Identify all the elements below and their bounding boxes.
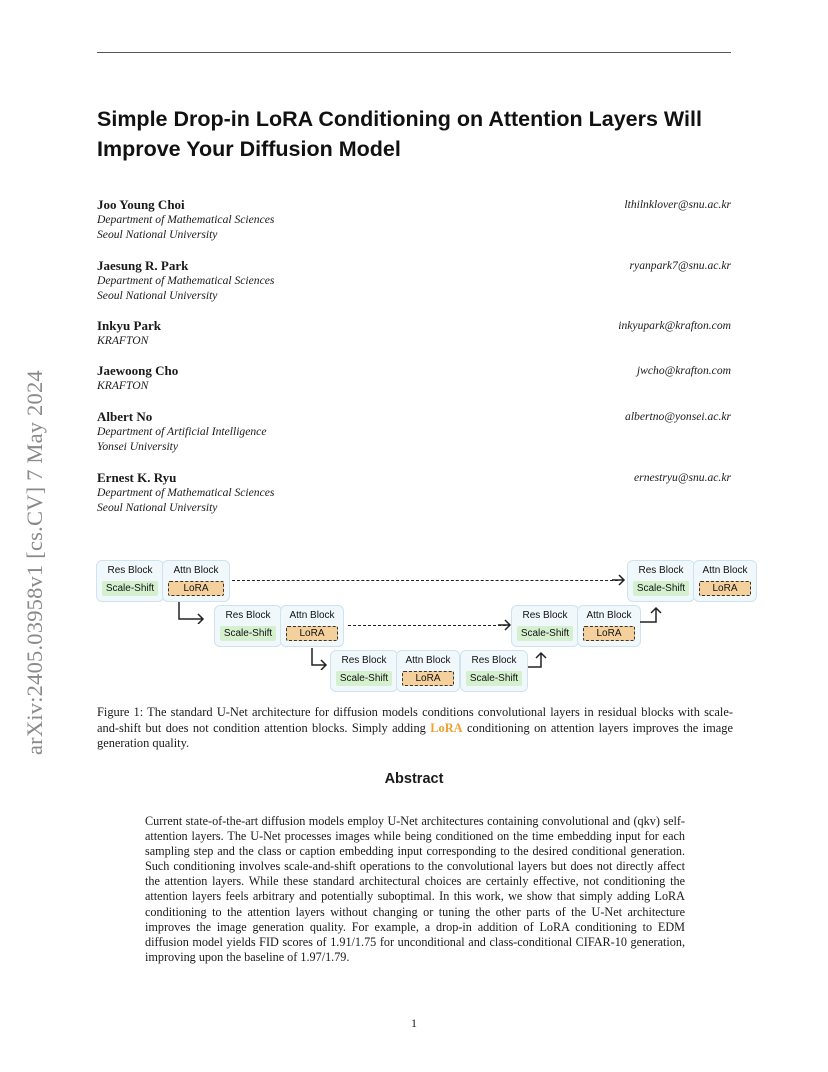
author-block bbox=[97, 409, 731, 454]
skip-connection bbox=[232, 580, 618, 581]
arrow-down-right-icon bbox=[177, 602, 207, 624]
block-label: Attn Block bbox=[586, 610, 632, 621]
caption-text: Figure 1: The standard U-Net architecture for diffusion models conditions convolutional layers in residual blocks with scale-and-shift but does not condition attention blocks. Simply adding bbox=[97, 705, 733, 735]
author-block bbox=[97, 363, 731, 393]
scale-shift-chip: Scale-Shift bbox=[466, 671, 522, 686]
res-block bbox=[511, 605, 579, 647]
arxiv-id: arXiv:2405.03958v1 [cs.CV] 7 May 2024 bbox=[22, 370, 47, 755]
res-block bbox=[96, 560, 164, 602]
block-label: Attn Block bbox=[702, 565, 748, 576]
lora-chip: LoRA bbox=[402, 671, 454, 686]
author-affiliation: KRAFTON bbox=[97, 334, 149, 347]
block-label: Res Block bbox=[522, 610, 568, 621]
arrow-up-right-icon bbox=[528, 650, 552, 672]
author-affiliation: KRAFTON bbox=[97, 379, 149, 392]
block-label: Res Block bbox=[341, 655, 387, 666]
author-email[interactable]: ryanpark7@snu.ac.kr bbox=[629, 259, 731, 272]
arrow-right-icon bbox=[498, 619, 512, 631]
block-label: Res Block bbox=[638, 565, 684, 576]
author-name: Ernest K. Ryu bbox=[97, 470, 177, 485]
arrow-right-icon bbox=[612, 574, 626, 586]
author-email[interactable]: jwcho@krafton.com bbox=[636, 364, 731, 377]
top-rule bbox=[97, 52, 731, 53]
scale-shift-chip: Scale-Shift bbox=[220, 626, 276, 641]
author-name: Albert No bbox=[97, 409, 153, 424]
block-label: Res Block bbox=[471, 655, 517, 666]
author-name: Joo Young Choi bbox=[97, 197, 185, 212]
scale-shift-chip: Scale-Shift bbox=[633, 581, 689, 596]
author-affiliation: Department of Mathematical Sciences bbox=[97, 486, 275, 499]
attn-block bbox=[280, 605, 344, 647]
author-block bbox=[97, 318, 731, 348]
attn-block bbox=[396, 650, 460, 692]
author-affiliation: Department of Artificial Intelligence bbox=[97, 425, 267, 438]
scale-shift-chip: Scale-Shift bbox=[336, 671, 392, 686]
skip-connection bbox=[348, 625, 506, 626]
abstract-heading: Abstract bbox=[384, 771, 444, 787]
unet-figure bbox=[92, 558, 762, 693]
author-email[interactable]: albertno@yonsei.ac.kr bbox=[625, 410, 731, 423]
arrow-down-right-icon bbox=[310, 648, 340, 670]
paper-title: Simple Drop-in LoRA Conditioning on Attention Layers Will Improve Your Diffusion Model bbox=[97, 107, 702, 161]
lora-chip: LoRA bbox=[699, 581, 751, 596]
block-label: Attn Block bbox=[173, 565, 219, 576]
author-affiliation: Department of Mathematical Sciences bbox=[97, 213, 275, 226]
lora-chip: LoRA bbox=[583, 626, 635, 641]
author-affiliation: Seoul National University bbox=[97, 228, 218, 241]
author-email[interactable]: ernestryu@snu.ac.kr bbox=[634, 471, 731, 484]
block-label: Res Block bbox=[107, 565, 153, 576]
author-block bbox=[97, 258, 731, 303]
abstract-text: Current state-of-the-art diffusion models employ U-Net architectures containing convolutional and (qkv) self-attention layers. The U-Net processes images while being conditioned on the time embedding input for each sampling step and the class or caption embedding input corresponding to the desired conditional generation. Such conditioning involves scale-and-shift operations to the convolutional layers but does not directly affect the attention layers. While these standard architectural choices are certainly effective, not conditioning the attention layers feels arbitrary and potentially suboptimal. In this work, we show that simply adding LoRA conditioning to the attention layers without changing or tuning the other parts of the U-Net architecture improves the image generation quality. For example, a drop-in addition of LoRA conditioning to EDM diffusion model yields FID scores of 1.91/1.75 for unconditional and class-conditional CIFAR-10 generation, improving upon the baseline of 1.97/1.79. bbox=[145, 814, 685, 964]
author-email[interactable]: lthilnklover@snu.ac.kr bbox=[624, 198, 731, 211]
attn-block bbox=[162, 560, 230, 602]
scale-shift-chip: Scale-Shift bbox=[517, 626, 573, 641]
attn-block bbox=[577, 605, 641, 647]
block-label: Attn Block bbox=[405, 655, 451, 666]
arrow-up-right-icon bbox=[640, 605, 666, 627]
res-block bbox=[330, 650, 398, 692]
author-block bbox=[97, 470, 731, 515]
res-block bbox=[627, 560, 695, 602]
author-name: Inkyu Park bbox=[97, 318, 161, 333]
block-label: Res Block bbox=[225, 610, 271, 621]
author-affiliation: Seoul National University bbox=[97, 289, 218, 302]
res-block bbox=[214, 605, 282, 647]
author-block bbox=[97, 197, 731, 242]
scale-shift-chip: Scale-Shift bbox=[102, 581, 158, 596]
attn-block bbox=[693, 560, 757, 602]
author-name: Jaewoong Cho bbox=[97, 363, 179, 378]
figure-caption bbox=[97, 705, 733, 752]
author-name: Jaesung R. Park bbox=[97, 258, 189, 273]
page-number: 1 bbox=[411, 1016, 417, 1030]
block-label: Attn Block bbox=[289, 610, 335, 621]
author-email[interactable]: inkyupark@krafton.com bbox=[618, 319, 731, 332]
arxiv-stamp bbox=[22, 290, 46, 755]
author-affiliation: Seoul National University bbox=[97, 501, 218, 514]
caption-lora-highlight: LoRA bbox=[430, 720, 463, 735]
author-affiliation: Department of Mathematical Sciences bbox=[97, 274, 275, 287]
author-affiliation: Yonsei University bbox=[97, 440, 179, 453]
lora-chip: LoRA bbox=[286, 626, 338, 641]
caption-text: conditioning on attention layers improves the image generation quality. bbox=[97, 720, 733, 750]
res-block bbox=[460, 650, 528, 692]
lora-chip: LoRA bbox=[168, 581, 224, 596]
